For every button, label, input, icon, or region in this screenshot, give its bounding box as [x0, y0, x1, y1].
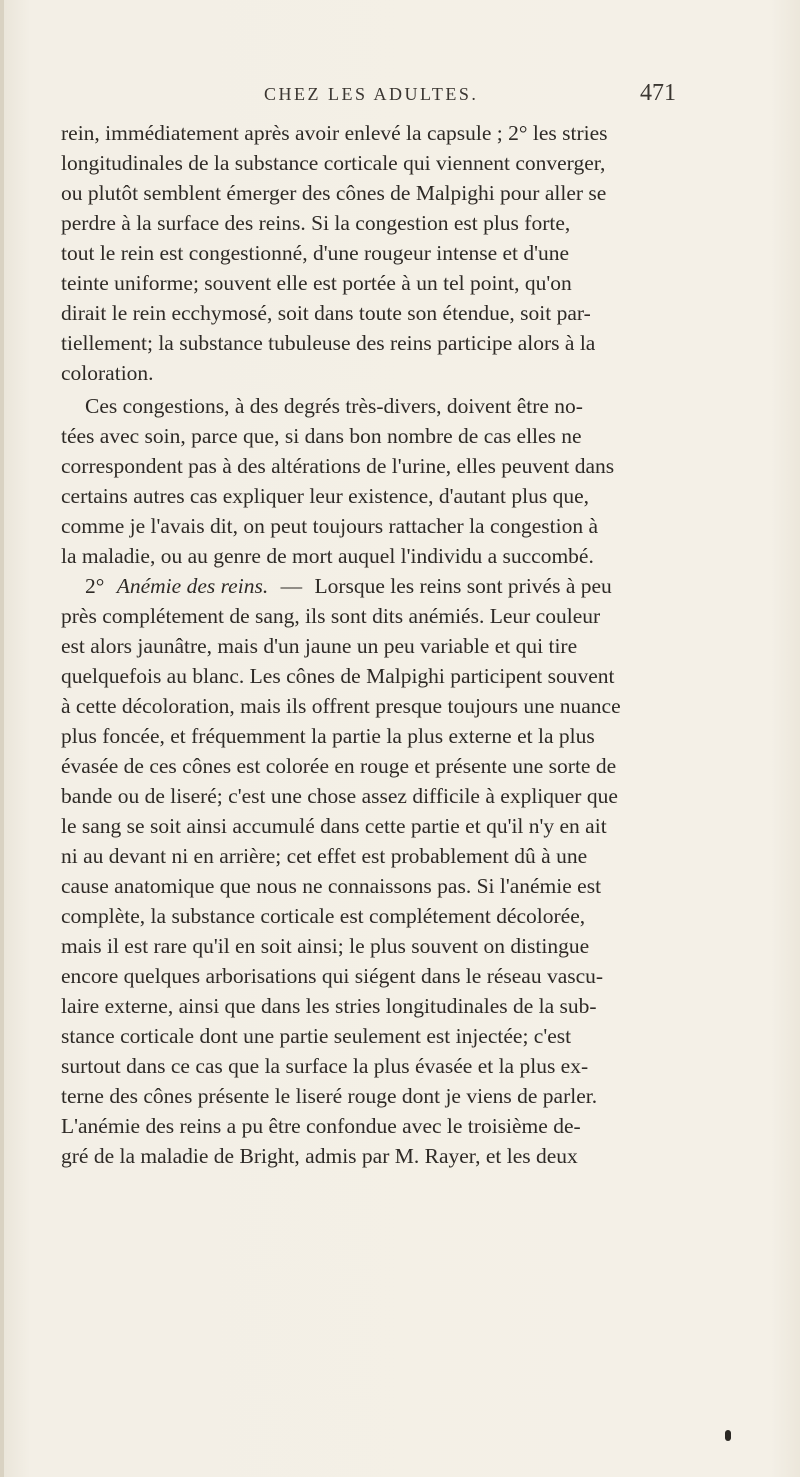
- page-number: 471: [640, 80, 676, 106]
- text-line: près complétement de sang, ils sont dits anémiés. Leur couleur: [61, 604, 601, 628]
- text-line: tées avec soin, parce que, si dans bon nombre de cas elles ne: [61, 424, 582, 448]
- text-line: évasée de ces cônes est colorée en rouge et présente une sorte de: [61, 754, 617, 778]
- running-title: CHEZ LES ADULTES.: [264, 84, 479, 104]
- text-line: ni au devant ni en arrière; cet effet est probablement dû à une: [61, 844, 588, 868]
- text-line: le sang se soit ainsi accumulé dans cette partie et qu'il n'y en ait: [61, 814, 607, 838]
- text-line: L'anémie des reins a pu être confondue avec le troisième de-: [61, 1114, 581, 1138]
- text-line: certains autres cas expliquer leur existence, d'autant plus que,: [61, 484, 590, 508]
- text-line: perdre à la surface des reins. Si la congestion est plus forte,: [61, 211, 571, 235]
- text-line: laire externe, ainsi que dans les stries longitudinales de la sub-: [61, 994, 597, 1018]
- paragraph-start-line: Ces congestions, à des degrés très-divers, doivent être no-: [85, 394, 583, 418]
- text-line: dirait le rein ecchymosé, soit dans toute son étendue, soit par-: [61, 301, 591, 325]
- page-binding-edge: [0, 0, 4, 1477]
- section-number: 2°: [85, 574, 105, 598]
- section-heading-line: [85, 571, 612, 601]
- section-dash: —: [280, 574, 303, 598]
- text-line: ou plutôt semblent émerger des cônes de Malpighi pour aller se: [61, 181, 607, 205]
- text-line: tiellement; la substance tubuleuse des reins participe alors à la: [61, 331, 596, 355]
- text-line: à cette décoloration, mais ils offrent presque toujours une nuance: [61, 694, 621, 718]
- text-line: correspondent pas à des altérations de l'urine, elles peuvent dans: [61, 454, 615, 478]
- text-line: longitudinales de la substance corticale qui viennent converger,: [61, 151, 606, 175]
- text-line: cause anatomique que nous ne connaissons pas. Si l'anémie est: [61, 874, 602, 898]
- text-line: est alors jaunâtre, mais d'un jaune un peu variable et qui tire: [61, 634, 578, 658]
- text-line: bande ou de liseré; c'est une chose assez difficile à expliquer que: [61, 784, 618, 808]
- text-line: mais il est rare qu'il en soit ainsi; le plus souvent on distingue: [61, 934, 590, 958]
- ink-speck: [725, 1430, 731, 1441]
- text-line: teinte uniforme; souvent elle est portée à un tel point, qu'on: [61, 271, 572, 295]
- text-line: quelquefois au blanc. Les cônes de Malpighi participent souvent: [61, 664, 615, 688]
- text-line: plus foncée, et fréquemment la partie la plus externe et la plus: [61, 724, 595, 748]
- text-line: stance corticale dont une partie seulement est injectée; c'est: [61, 1024, 572, 1048]
- text-line: comme je l'avais dit, on peut toujours rattacher la congestion à: [61, 514, 599, 538]
- text-line: gré de la maladie de Bright, admis par M. Rayer, et les deux: [61, 1144, 578, 1168]
- text-line: la maladie, ou au genre de mort auquel l'individu a succombé.: [61, 544, 594, 568]
- text-line: terne des cônes présente le liseré rouge dont je viens de parler.: [61, 1084, 598, 1108]
- text-line: surtout dans ce cas que la surface la plus évasée et la plus ex-: [61, 1054, 589, 1078]
- text-line: complète, la substance corticale est complétement décolorée,: [61, 904, 586, 928]
- text-line: encore quelques arborisations qui siégent dans le réseau vascu-: [61, 964, 604, 988]
- section-heading-text: Lorsque les reins sont privés à peu: [314, 574, 612, 598]
- text-line: coloration.: [61, 361, 154, 385]
- section-title: Anémie des reins.: [116, 574, 269, 598]
- text-line: rein, immédiatement après avoir enlevé la capsule ; 2° les stries: [61, 121, 608, 145]
- page-header: [0, 80, 800, 114]
- text-line: tout le rein est congestionné, d'une rougeur intense et d'une: [61, 241, 570, 265]
